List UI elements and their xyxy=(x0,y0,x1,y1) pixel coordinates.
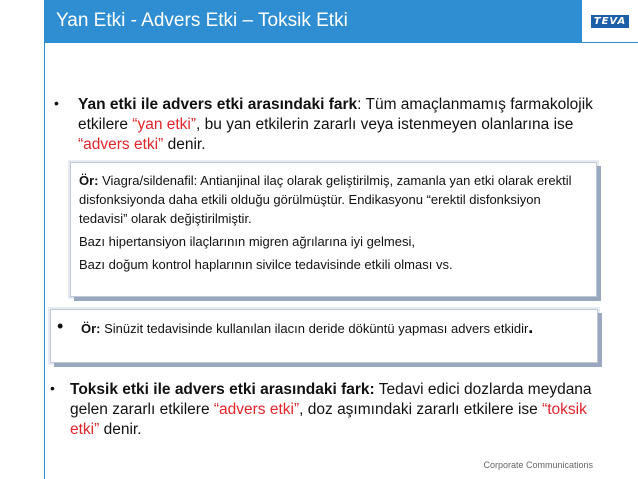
bullet-lead: Yan etki ile advers etki arasındaki fark xyxy=(78,96,358,113)
bullet-text-part: denir. xyxy=(163,136,206,153)
highlight-toxic-effect: “toksik etki” xyxy=(70,401,587,438)
logo-text: TEVA xyxy=(591,15,629,28)
example-box-sinusitis xyxy=(50,309,598,363)
example-paragraph-contraceptive: Bazı doğum kontrol haplarının sivilce tedavisinde etkili olması vs. xyxy=(79,257,453,272)
highlight-adverse-effect: “advers etki” xyxy=(213,401,300,418)
example-paragraph xyxy=(79,171,586,228)
bullet-text-part: , bu yan etkilerin zararlı veya istenmeyen olanlarına ise xyxy=(196,116,574,133)
footer-text: Corporate Communications xyxy=(483,460,593,470)
bullet-toxic-vs-adverse xyxy=(50,380,620,440)
highlight-side-effect: “yan etki” xyxy=(132,116,197,133)
example-text: Viagra/sildenafil: Antianjinal ilaç olarak geliştirilmiş, zamanla yan etki olarak erektil disfonksiyonda daha etkili olduğu görülmüştür. Endikasyonu “erektil disfonksiyon tedavisi” olarak değiştirilmiştir. xyxy=(79,173,572,226)
example-text xyxy=(57,316,587,340)
teva-logo xyxy=(578,0,638,42)
left-divider xyxy=(44,42,45,479)
bullet-side-effect-vs-adverse xyxy=(54,95,624,155)
bullet-marker: • xyxy=(54,95,59,111)
example-period: . xyxy=(528,317,534,337)
bullet-text-part: denir. xyxy=(99,421,142,438)
example-paragraph-hypertension: Bazı hipertansiyon ilaçlarının migren ağrılarına iyi gelmesi, xyxy=(79,234,415,249)
bullet-text-part: Tedavi edici dozlarda meydana gelen zararlı etkilere xyxy=(70,381,592,418)
example-label: Ör: xyxy=(81,321,101,336)
bullet-text-foreground xyxy=(70,380,620,440)
bullet-lead: Toksik etki ile advers etki arasındaki fark: xyxy=(70,381,375,398)
highlight-adverse-effect: “advers etki” xyxy=(78,136,164,153)
example-label: Ör: xyxy=(79,173,99,188)
bullet-text-part: : Tüm amaçlanmamış farmakolojik etkilere xyxy=(78,96,593,133)
bullet-text xyxy=(54,95,624,155)
bullet-marker: • xyxy=(50,380,55,396)
slide-title: Yan Etki - Advers Etki – Toksik Etki xyxy=(56,10,348,31)
bullet-marker: • xyxy=(57,316,64,336)
header-divider xyxy=(44,42,638,43)
title-bar xyxy=(44,0,638,42)
example-box-viagra xyxy=(70,162,597,297)
example-body: Sinüzit tedavisinde kullanılan ilacın deride döküntü yapması advers etkidir xyxy=(100,321,529,336)
bullet-text xyxy=(50,380,620,440)
bullet-text-part: , doz aşımındaki zararlı etkilere ise xyxy=(299,401,543,418)
